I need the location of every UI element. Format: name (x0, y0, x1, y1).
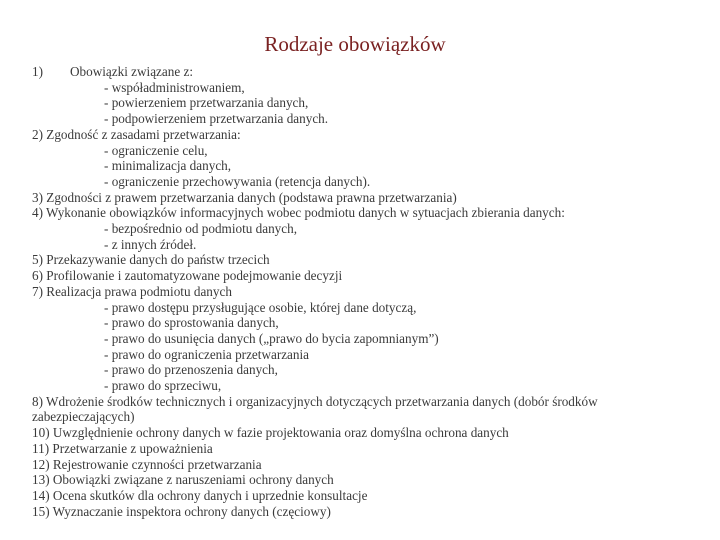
obligations-list (32, 64, 702, 519)
list-item-12: 12) Rejestrowanie czynności przetwarzania (32, 456, 262, 472)
list-item-1-text: Obowiązki związane z: (70, 64, 194, 79)
list-subitem-1-1: - współadministrowaniem, (104, 79, 245, 95)
list-subitem-7-2: - prawo do sprostowania danych, (104, 315, 279, 331)
list-subitem-7-3: - prawo do usunięcia danych („prawo do bycia zapomnianym”) (104, 330, 439, 346)
list-subitem-1-2: - powierzeniem przetwarzania danych, (104, 95, 309, 111)
list-subitem-4-2: - z innych źródeł. (104, 236, 197, 252)
list-item-5: 5) Przekazywanie danych do państw trzecich (32, 252, 270, 268)
list-subitem-2-2: - minimalizacja danych, (104, 158, 232, 174)
list-subitem-7-1: - prawo dostępu przysługujące osobie, której dane dotyczą, (104, 299, 417, 315)
list-item-11: 11) Przetwarzanie z upoważnienia (32, 440, 213, 456)
list-item-15: 15) Wyznaczanie inspektora ochrony danych (częciowy) (32, 503, 331, 519)
list-item-6: 6) Profilowanie i zautomatyzowane podejmowanie decyzji (32, 268, 343, 284)
list-item-7: 7) Realizacja prawa podmiotu danych (32, 283, 232, 299)
list-item-3: 3) Zgodności z prawem przetwarzania danych (podstawa prawna przetwarzania) (32, 189, 457, 205)
slide-title: Rodzaje obowiązków (264, 32, 446, 56)
list-subitem-4-1: - bezpośrednio od podmiotu danych, (104, 221, 298, 237)
list-subitem-2-1: - ograniczenie celu, (104, 142, 208, 158)
list-item-1 (32, 64, 702, 80)
list-subitem-7-6: - prawo do sprzeciwu, (104, 378, 222, 394)
list-item-2: 2) Zgodność z zasadami przetwarzania: (32, 126, 241, 142)
list-item-14: 14) Ocena skutków dla ochrony danych i uprzednie konsultacje (32, 487, 368, 503)
list-item-1-number: 1) (32, 64, 43, 79)
list-subitem-1-3: - podpowierzeniem przetwarzania danych. (104, 111, 329, 127)
list-subitem-2-3: - ograniczenie przechowywania (retencja danych). (104, 173, 371, 189)
list-item-10: 10) Uwzględnienie ochrony danych w fazie projektowania oraz domyślna ochrona danych (32, 425, 509, 441)
list-subitem-7-5: - prawo do przenoszenia danych, (104, 362, 278, 378)
list-item-8: 8) Wdrożenie środków technicznych i organizacyjnych dotyczących przetwarzania danych (dobór środków zabezpieczających) (32, 393, 598, 425)
list-subitem-7-4: - prawo do ograniczenia przetwarzania (104, 346, 310, 362)
list-item-13: 13) Obowiązki związane z naruszeniami ochrony danych (32, 472, 334, 488)
list-item-4: 4) Wykonanie obowiązków informacyjnych wobec podmiotu danych w sytuacjach zbierania danych: (32, 205, 565, 221)
